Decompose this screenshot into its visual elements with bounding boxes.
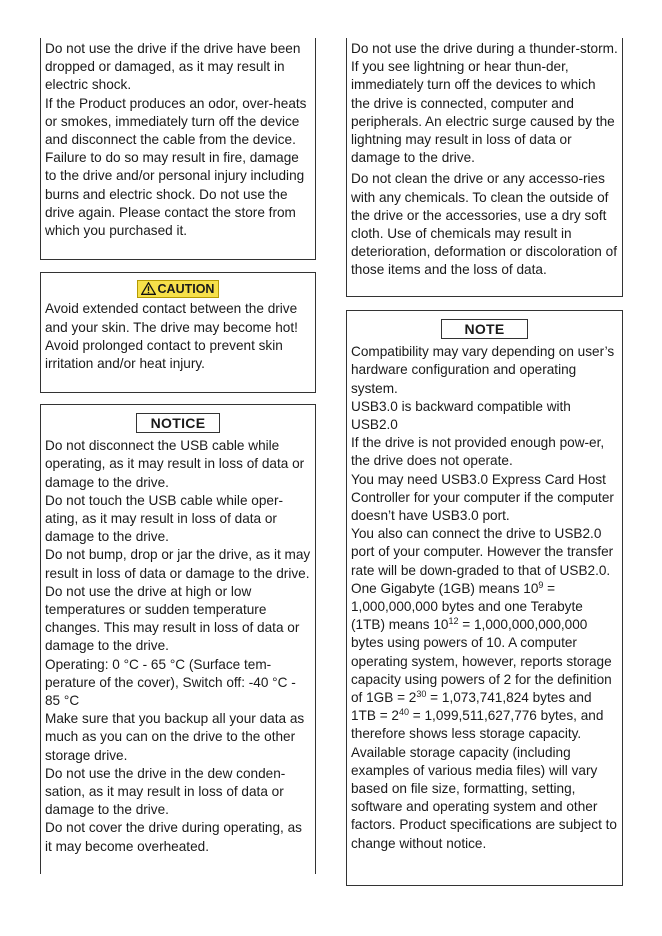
note-paragraph: If the drive is not provided enough pow-er, the drive does not operate. [351, 435, 605, 469]
warning-triangle-icon [141, 282, 156, 295]
notice-paragraph: Do not use the drive at high or low temperatures or sudden temperature changes. This may result in loss of data or damage to the drive. [45, 583, 300, 654]
capacity-exponent: 12 [448, 616, 459, 627]
storage-capacity-paragraph [351, 580, 618, 853]
notice-heading [45, 407, 311, 437]
note-paragraph: USB3.0 is backward compatible with USB2.0 [351, 398, 571, 433]
notice-box [40, 404, 316, 874]
capacity-text: One Gigabyte (1GB) means 10 [351, 580, 539, 596]
capacity-text: = 1,000,000,000 bytes and one Terabyte (1TB) means 10 [351, 580, 583, 633]
caution-label [137, 280, 220, 298]
caution-heading [45, 275, 311, 300]
note-paragraph: You also can connect the drive to USB2.0 port of your computer. However the transfer rate will be down-graded to that of USB2.0. [351, 526, 614, 578]
capacity-exponent: 40 [398, 707, 409, 718]
notice-paragraph: Do not bump, drop or jar the drive, as it may result in loss of data or damage to the drive. [45, 547, 311, 581]
caution-text: Avoid extended contact between the drive and your skin. The drive may become hot! Avoid prolonged contact to prevent skin irritation and/or heat injury. [45, 301, 298, 372]
note-label: NOTE [441, 319, 527, 339]
note-box [346, 310, 623, 886]
notice-paragraph: Do not disconnect the USB cable while operating, as it may result in loss of data or damage to the drive. [45, 438, 305, 490]
note-paragraph: You may need USB3.0 Express Card Host Controller for your computer if the computer doesn’t have USB3.0 port. [351, 471, 614, 524]
note-heading [351, 313, 618, 343]
note-paragraph: Compatibility may vary depending on user’s hardware configuration and operating system. [351, 344, 615, 396]
notice-paragraph: Make sure that you backup all your data as much as you can on the drive to the other storage drive. [45, 711, 305, 763]
caution-box [40, 272, 316, 393]
warning-continued-box [40, 38, 316, 260]
capacity-text: = 1,073,741,824 bytes and 1TB = 2 [351, 690, 592, 724]
notice-paragraph: Do not use the drive in the dew conden-sation, as it may result in loss of data or damage to the drive. [45, 765, 286, 818]
capacity-text: = 1,099,511,627,776 bytes, and therefore shows less storage capacity. Available storage capacity (including examples of various media files) will vary based on file size, formatting, setting, software and operating system and other factors. Product specifications are subject to change without notice. [351, 708, 617, 851]
warning-paragraph: Do not use the drive if the drive have been dropped or damaged, as it may result in electric shock. [45, 41, 301, 93]
notice-continued-box [346, 38, 623, 297]
capacity-text: = 1,000,000,000,000 bytes using powers of 10. A computer operating system, however, reports storage capacity using powers of 2 for the definition of 1GB = 2 [351, 617, 612, 706]
notice-paragraph: Do not cover the drive during operating, as it may become overheated. [45, 820, 302, 854]
notice-label: NOTICE [136, 413, 221, 433]
capacity-exponent: 9 [538, 579, 544, 590]
right-column [346, 38, 623, 886]
notice-paragraph: Do not touch the USB cable while oper-ating, as it may result in loss of data or damage to the drive. [45, 492, 284, 545]
notice-paragraph: Do not clean the drive or any accesso-ries with any chemicals. To clean the outside of the drive or the accessories, use a dry soft cloth. Use of chemicals may result in deterioration, deformation or discoloration of those items and the loss of data. [351, 171, 617, 278]
warning-paragraph: If the Product produces an odor, over-heats or smokes, immediately turn off the device and disconnect the cable from the device. Failure to do so may result in fire, damage to the drive and/or personal injury including burns and electric shock. Do not use the drive again. Please contact the store from which you purchased it. [45, 95, 307, 239]
capacity-exponent: 30 [416, 689, 427, 700]
notice-paragraph: Operating: 0 °C - 65 °C (Surface tem-perature of the cover), Switch off: -40 °C - 85 °C [45, 656, 296, 709]
notice-paragraph: Do not use the drive during a thunder-storm. If you see lightning or hear thun-der, immediately turn off the devices to which the drive is connected, computer and peripherals. An electric surge caused by the lightning may result in loss of data or damage to the drive. [351, 41, 618, 166]
left-column [40, 38, 316, 874]
caution-label-text: CAUTION [157, 282, 215, 297]
